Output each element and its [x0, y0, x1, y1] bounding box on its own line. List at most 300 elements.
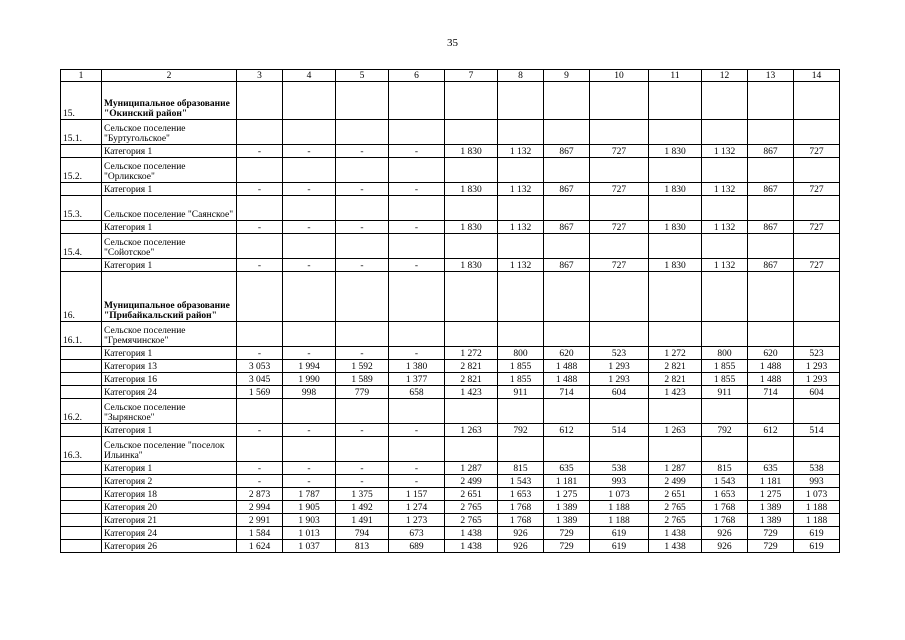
value-cell: 1 273: [389, 514, 445, 527]
value-cell: 815: [702, 462, 748, 475]
value-cell: 714: [544, 386, 590, 399]
table-row: [61, 347, 840, 360]
row-name: Категория 18: [102, 488, 237, 501]
value-cell: 729: [544, 540, 590, 553]
value-cell: 1 389: [544, 514, 590, 527]
value-cell: [336, 196, 389, 221]
table-row: [61, 234, 840, 259]
value-cell: [283, 196, 336, 221]
value-cell: -: [389, 221, 445, 234]
value-cell: [748, 322, 794, 347]
header-cell: 1: [61, 70, 102, 82]
value-cell: 2 651: [649, 488, 702, 501]
value-cell: -: [336, 424, 389, 437]
value-cell: 792: [702, 424, 748, 437]
value-cell: [389, 158, 445, 183]
value-cell: [445, 272, 498, 322]
value-cell: 1 830: [445, 259, 498, 272]
row-index: 16.: [61, 272, 102, 322]
value-cell: [590, 196, 649, 221]
value-cell: [794, 120, 840, 145]
value-cell: 612: [544, 424, 590, 437]
value-cell: 2 821: [649, 360, 702, 373]
value-cell: -: [237, 183, 283, 196]
value-cell: 1 013: [283, 527, 336, 540]
value-cell: [283, 272, 336, 322]
value-cell: -: [283, 475, 336, 488]
value-cell: [445, 82, 498, 120]
value-cell: 673: [389, 527, 445, 540]
value-cell: 1 181: [544, 475, 590, 488]
value-cell: 1 592: [336, 360, 389, 373]
value-cell: [590, 120, 649, 145]
value-cell: 926: [702, 527, 748, 540]
value-cell: 635: [544, 462, 590, 475]
value-cell: 2 991: [237, 514, 283, 527]
row-name: Сельское поселение "Буртугольское": [102, 120, 237, 145]
value-cell: 635: [748, 462, 794, 475]
value-cell: 1 990: [283, 373, 336, 386]
value-cell: [649, 437, 702, 462]
value-cell: 1 830: [649, 145, 702, 158]
row-name: Категория 20: [102, 501, 237, 514]
value-cell: -: [336, 475, 389, 488]
value-cell: [794, 196, 840, 221]
value-cell: [283, 158, 336, 183]
table-row: [61, 373, 840, 386]
row-name: Категория 2: [102, 475, 237, 488]
value-cell: -: [336, 259, 389, 272]
value-cell: -: [389, 475, 445, 488]
value-cell: -: [389, 183, 445, 196]
header-cell: 3: [237, 70, 283, 82]
row-index: [61, 514, 102, 527]
value-cell: [498, 399, 544, 424]
value-cell: -: [237, 462, 283, 475]
value-cell: 2 821: [649, 373, 702, 386]
value-cell: [649, 234, 702, 259]
value-cell: [702, 120, 748, 145]
value-cell: 1 380: [389, 360, 445, 373]
value-cell: 1 287: [445, 462, 498, 475]
value-cell: 619: [590, 540, 649, 553]
table-row: [61, 145, 840, 158]
header-cell: 6: [389, 70, 445, 82]
value-cell: 1 132: [498, 183, 544, 196]
value-cell: [389, 437, 445, 462]
row-name: Сельское поселение "Сойотское": [102, 234, 237, 259]
value-cell: [544, 272, 590, 322]
value-cell: 3 053: [237, 360, 283, 373]
value-cell: [649, 82, 702, 120]
value-cell: [748, 196, 794, 221]
value-cell: [445, 322, 498, 347]
value-cell: [283, 437, 336, 462]
value-cell: 619: [794, 527, 840, 540]
table-row: [61, 272, 840, 322]
value-cell: 729: [544, 527, 590, 540]
value-cell: 1 653: [702, 488, 748, 501]
value-cell: 867: [544, 259, 590, 272]
value-cell: 867: [748, 259, 794, 272]
table-row: [61, 183, 840, 196]
value-cell: [336, 234, 389, 259]
value-cell: 1 272: [445, 347, 498, 360]
value-cell: [590, 322, 649, 347]
value-cell: 620: [748, 347, 794, 360]
value-cell: [748, 399, 794, 424]
header-cell: 2: [102, 70, 237, 82]
value-cell: 1 768: [498, 501, 544, 514]
header-cell: 7: [445, 70, 498, 82]
row-name: Муниципальное образование "Окинский район": [102, 82, 237, 120]
value-cell: 1 569: [237, 386, 283, 399]
value-cell: 792: [498, 424, 544, 437]
value-cell: 2 873: [237, 488, 283, 501]
value-cell: -: [389, 462, 445, 475]
table-row: [61, 488, 840, 501]
value-cell: [336, 82, 389, 120]
row-index: [61, 221, 102, 234]
value-cell: [544, 437, 590, 462]
value-cell: 926: [498, 527, 544, 540]
value-cell: 1 830: [445, 145, 498, 158]
value-cell: -: [283, 347, 336, 360]
value-cell: -: [283, 259, 336, 272]
row-name: Категория 16: [102, 373, 237, 386]
value-cell: [389, 82, 445, 120]
value-cell: [748, 82, 794, 120]
value-cell: 1 768: [498, 514, 544, 527]
value-cell: [590, 158, 649, 183]
value-cell: 1 181: [748, 475, 794, 488]
value-cell: -: [389, 347, 445, 360]
value-cell: [336, 158, 389, 183]
row-index: 15.2.: [61, 158, 102, 183]
value-cell: 1 855: [702, 373, 748, 386]
row-index: [61, 527, 102, 540]
value-cell: 1 073: [590, 488, 649, 501]
value-cell: [336, 399, 389, 424]
value-cell: 1 132: [498, 145, 544, 158]
row-name: Категория 1: [102, 424, 237, 437]
value-cell: [498, 82, 544, 120]
value-cell: -: [237, 145, 283, 158]
row-name: Категория 13: [102, 360, 237, 373]
row-name: Категория 1: [102, 347, 237, 360]
value-cell: 1 855: [498, 360, 544, 373]
value-cell: [794, 234, 840, 259]
value-cell: 727: [590, 259, 649, 272]
value-cell: 998: [283, 386, 336, 399]
value-cell: 620: [544, 347, 590, 360]
value-cell: [237, 272, 283, 322]
value-cell: 1 438: [445, 527, 498, 540]
value-cell: -: [283, 145, 336, 158]
value-cell: 1 132: [702, 183, 748, 196]
table-row: [61, 399, 840, 424]
value-cell: 2 994: [237, 501, 283, 514]
value-cell: 523: [590, 347, 649, 360]
value-cell: [544, 158, 590, 183]
value-cell: [590, 82, 649, 120]
table-row: [61, 259, 840, 272]
value-cell: 867: [748, 145, 794, 158]
value-cell: 926: [498, 540, 544, 553]
value-cell: 2 651: [445, 488, 498, 501]
value-cell: 619: [794, 540, 840, 553]
value-cell: [702, 322, 748, 347]
value-cell: 727: [590, 221, 649, 234]
value-cell: 1 272: [649, 347, 702, 360]
value-cell: 813: [336, 540, 389, 553]
header-cell: 8: [498, 70, 544, 82]
row-name: Категория 1: [102, 145, 237, 158]
value-cell: -: [283, 183, 336, 196]
value-cell: 1 389: [748, 501, 794, 514]
value-cell: [445, 196, 498, 221]
value-cell: 2 821: [445, 360, 498, 373]
value-cell: 727: [794, 183, 840, 196]
header-cell: 9: [544, 70, 590, 82]
value-cell: -: [237, 221, 283, 234]
value-cell: [498, 120, 544, 145]
table-row: [61, 540, 840, 553]
header-cell: 13: [748, 70, 794, 82]
value-cell: 604: [794, 386, 840, 399]
value-cell: [748, 158, 794, 183]
value-cell: 800: [498, 347, 544, 360]
value-cell: 1 293: [794, 360, 840, 373]
row-name: Сельское поселение "поселок Ильинка": [102, 437, 237, 462]
value-cell: 779: [336, 386, 389, 399]
value-cell: [544, 82, 590, 120]
value-cell: 1 830: [649, 259, 702, 272]
value-cell: [702, 399, 748, 424]
value-cell: -: [336, 347, 389, 360]
value-cell: 1 274: [389, 501, 445, 514]
value-cell: [445, 399, 498, 424]
header-cell: 14: [794, 70, 840, 82]
value-cell: [336, 322, 389, 347]
value-cell: [702, 234, 748, 259]
value-cell: 1 488: [544, 360, 590, 373]
value-cell: 689: [389, 540, 445, 553]
row-name: Сельское поселение "Саянское": [102, 196, 237, 221]
value-cell: -: [237, 259, 283, 272]
row-index: [61, 360, 102, 373]
value-cell: [498, 272, 544, 322]
value-cell: 1 830: [445, 183, 498, 196]
value-cell: [283, 234, 336, 259]
row-name: Категория 26: [102, 540, 237, 553]
value-cell: 1 377: [389, 373, 445, 386]
value-cell: 612: [748, 424, 794, 437]
value-cell: [794, 82, 840, 120]
value-cell: 1 787: [283, 488, 336, 501]
table-row: [61, 360, 840, 373]
value-cell: [649, 120, 702, 145]
value-cell: 867: [544, 183, 590, 196]
value-cell: 1 768: [702, 514, 748, 527]
value-cell: 2 499: [649, 475, 702, 488]
value-cell: 1 584: [237, 527, 283, 540]
value-cell: [649, 322, 702, 347]
value-cell: [649, 158, 702, 183]
value-cell: 1 438: [445, 540, 498, 553]
row-index: [61, 475, 102, 488]
row-index: 15.: [61, 82, 102, 120]
value-cell: 727: [590, 183, 649, 196]
value-cell: [498, 322, 544, 347]
value-cell: [702, 437, 748, 462]
value-cell: [544, 322, 590, 347]
table-row: [61, 514, 840, 527]
value-cell: 1 132: [702, 221, 748, 234]
value-cell: 1 188: [590, 501, 649, 514]
value-cell: [748, 234, 794, 259]
value-cell: 867: [544, 145, 590, 158]
value-cell: [237, 322, 283, 347]
value-cell: 1 488: [748, 373, 794, 386]
value-cell: 800: [702, 347, 748, 360]
row-index: [61, 347, 102, 360]
value-cell: 1 543: [498, 475, 544, 488]
value-cell: [544, 196, 590, 221]
table-row: [61, 437, 840, 462]
row-index: [61, 488, 102, 501]
value-cell: 1 275: [544, 488, 590, 501]
value-cell: [544, 399, 590, 424]
value-cell: 538: [590, 462, 649, 475]
row-name: Муниципальное образование "Прибайкальский район": [102, 272, 237, 322]
value-cell: 1 073: [794, 488, 840, 501]
value-cell: 727: [590, 145, 649, 158]
value-cell: [702, 196, 748, 221]
value-cell: 1 994: [283, 360, 336, 373]
value-cell: [544, 120, 590, 145]
value-cell: -: [283, 462, 336, 475]
value-cell: [748, 437, 794, 462]
value-cell: 523: [794, 347, 840, 360]
row-index: [61, 145, 102, 158]
value-cell: [794, 322, 840, 347]
value-cell: 1 157: [389, 488, 445, 501]
value-cell: [498, 158, 544, 183]
table-row: [61, 501, 840, 514]
value-cell: -: [336, 183, 389, 196]
value-cell: [498, 234, 544, 259]
value-cell: [498, 196, 544, 221]
value-cell: 1 855: [702, 360, 748, 373]
table-row: [61, 386, 840, 399]
value-cell: 1 132: [702, 145, 748, 158]
value-cell: 867: [544, 221, 590, 234]
header-row: [61, 70, 840, 82]
value-cell: 794: [336, 527, 389, 540]
row-name: Категория 1: [102, 221, 237, 234]
row-index: 15.4.: [61, 234, 102, 259]
tariff-table: [60, 69, 840, 553]
value-cell: 1 492: [336, 501, 389, 514]
row-index: [61, 462, 102, 475]
value-cell: 926: [702, 540, 748, 553]
value-cell: 1 423: [445, 386, 498, 399]
value-cell: 1 287: [649, 462, 702, 475]
value-cell: -: [389, 259, 445, 272]
table-row: [61, 475, 840, 488]
value-cell: 1 188: [794, 514, 840, 527]
row-index: [61, 540, 102, 553]
value-cell: 714: [748, 386, 794, 399]
value-cell: 2 765: [445, 501, 498, 514]
row-index: [61, 259, 102, 272]
value-cell: [389, 272, 445, 322]
row-name: Категория 1: [102, 259, 237, 272]
value-cell: 867: [748, 183, 794, 196]
row-name: Сельское поселение "Гремячинское": [102, 322, 237, 347]
value-cell: -: [237, 347, 283, 360]
table-row: [61, 82, 840, 120]
value-cell: [748, 120, 794, 145]
value-cell: 658: [389, 386, 445, 399]
value-cell: 815: [498, 462, 544, 475]
value-cell: 1 293: [794, 373, 840, 386]
value-cell: -: [336, 462, 389, 475]
row-index: 16.1.: [61, 322, 102, 347]
row-name: Категория 21: [102, 514, 237, 527]
row-index: [61, 373, 102, 386]
value-cell: [237, 158, 283, 183]
value-cell: 727: [794, 145, 840, 158]
value-cell: 1 375: [336, 488, 389, 501]
row-name: Категория 24: [102, 527, 237, 540]
value-cell: 1 389: [544, 501, 590, 514]
value-cell: 1 263: [649, 424, 702, 437]
value-cell: -: [237, 424, 283, 437]
value-cell: [336, 272, 389, 322]
value-cell: 1 830: [445, 221, 498, 234]
value-cell: 1 132: [498, 259, 544, 272]
value-cell: 1 905: [283, 501, 336, 514]
value-cell: -: [389, 424, 445, 437]
value-cell: [590, 234, 649, 259]
value-cell: [237, 399, 283, 424]
value-cell: 619: [590, 527, 649, 540]
value-cell: 1 132: [498, 221, 544, 234]
value-cell: 1 188: [794, 501, 840, 514]
value-cell: 1 438: [649, 540, 702, 553]
value-cell: [445, 234, 498, 259]
value-cell: [237, 120, 283, 145]
row-index: [61, 183, 102, 196]
table-row: [61, 424, 840, 437]
value-cell: 1 488: [544, 373, 590, 386]
value-cell: [237, 196, 283, 221]
value-cell: 514: [590, 424, 649, 437]
page-number: 35: [447, 37, 458, 49]
value-cell: 1 830: [649, 183, 702, 196]
header-cell: 10: [590, 70, 649, 82]
value-cell: [794, 399, 840, 424]
value-cell: -: [283, 221, 336, 234]
table-row: [61, 158, 840, 183]
value-cell: [649, 196, 702, 221]
row-index: 16.2.: [61, 399, 102, 424]
value-cell: -: [283, 424, 336, 437]
value-cell: 911: [702, 386, 748, 399]
value-cell: 993: [590, 475, 649, 488]
